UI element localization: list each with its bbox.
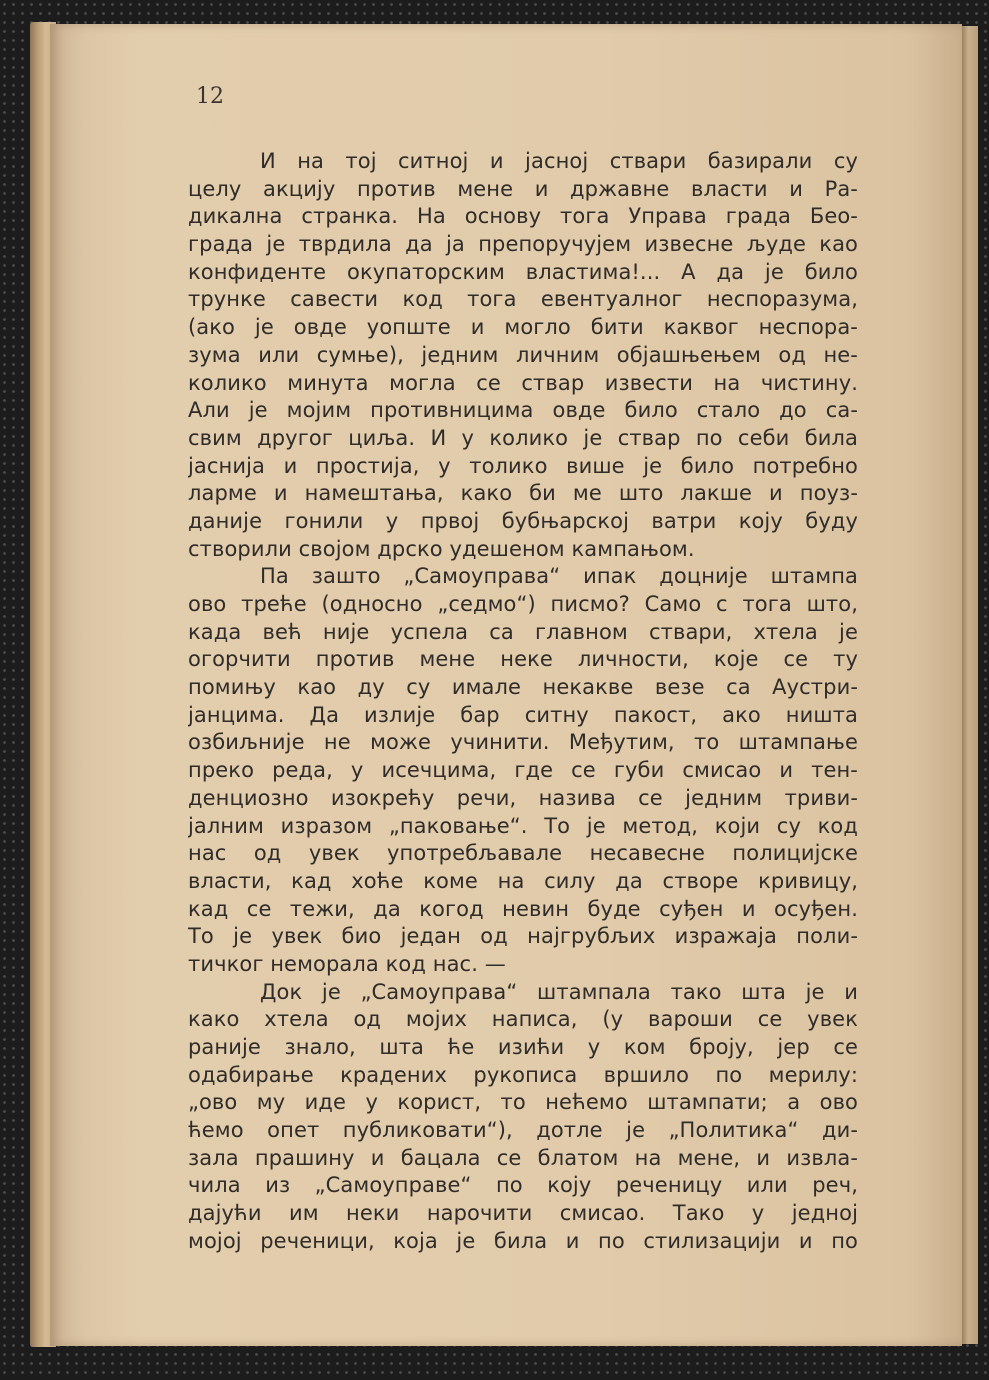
text-line: (ако је овде уопште и могло бити каквог неспора-	[188, 315, 858, 340]
text-line: Али је мојим противницима овде било стало до са-	[188, 398, 858, 423]
text-line: денциозно изокрећу речи, назива се једним триви-	[188, 785, 858, 810]
text-line: помињу као ду су имале некакве везе са Аустри-	[188, 675, 858, 700]
text-line: власти, кад хоће коме на силу да створе кривицу,	[188, 868, 858, 893]
text-line: раније знало, шта ће изићи у ком броју, јер се	[188, 1035, 858, 1059]
text-line: свим другог циља. И у колико је ствар по себи била	[188, 425, 858, 450]
text-line: Па зашто „Самоуправа“ ипак доцније штампа	[260, 564, 858, 589]
text-line: јанцима. Да излије бар ситну пакост, ако ништа	[188, 702, 858, 727]
text-line: чила из „Самоуправе“ по коју реченицу или реч,	[188, 1173, 858, 1198]
text-line: створили својом дрско удешеном кампањом.	[188, 536, 695, 561]
text-line: Док је „Самоуправа“ штампала тако шта је и	[260, 979, 858, 1004]
text-line: јалним изразом „паковање“. То је метод, који су код	[188, 813, 858, 838]
text-line: конфиденте окупаторским властима!... А да је било	[188, 259, 858, 284]
text-line: даније гонили у првој бубњарској ватри коју буду	[188, 508, 858, 533]
text-line: преко реда, у исечцима, где се губи смисао и тен-	[188, 758, 858, 783]
text-line: нас од увек употребљавале несавесне полицијске	[188, 841, 858, 866]
next-page-edge	[962, 26, 978, 1344]
text-line: И на тој ситној и јасној ствари базирали су	[260, 149, 858, 173]
text-line: тичког неморала код нас. —	[188, 951, 506, 976]
text-line: кад се тежи, да когод невин буде суђен и осуђен.	[188, 896, 858, 921]
text-line: ово треће (односно „седмо“) писмо? Само с тога што,	[188, 592, 858, 616]
text-line: колико минута могла се ствар извести на чистину.	[188, 370, 858, 395]
text-line: града је тврдила да ја препоручујем извесне људе као	[188, 232, 858, 257]
text-line: јаснија и простија, у толико више је било потребно	[188, 453, 858, 478]
text-line: То је увек био један од најгрубљих изражаја поли-	[188, 924, 858, 949]
text-line: ларме и намештања, како би ме што лакше и поуз-	[188, 481, 858, 506]
text-line: како хтела од мојих написа, (у вароши се увек	[188, 1007, 858, 1032]
text-line: дикална странка. На основу тога Управа града Бео-	[188, 204, 858, 229]
body-text	[188, 148, 858, 1256]
text-line: одабирање крадених рукописа вршило по мерилу:	[188, 1062, 858, 1087]
text-line: озбиљније не може учинити. Међутим, то штампање	[188, 730, 858, 755]
text-line: „ово му иде у корист, то нећемо штампати; а ово	[188, 1090, 858, 1115]
text-line: трунке савести код тога евентуалног неспоразума,	[188, 287, 858, 312]
text-line: мојој реченици, која је била и по стилизацији и по	[188, 1228, 858, 1253]
text-line: ћемо опет публиковати“), дотле је „Политика“ ди-	[188, 1118, 858, 1143]
text-line: зала прашину и бацала се блатом на мене, и извла-	[188, 1145, 858, 1170]
text-line: зума или сумње), једним личним објашњењем од не-	[188, 342, 858, 367]
page-number: 12	[196, 84, 224, 109]
text-line: дајући им неки нарочити смисао. Тако у једној	[188, 1201, 858, 1226]
text-line: целу акцију против мене и државне власти и Ра-	[188, 176, 858, 201]
text-line: огорчити против мене неке личности, које се ту	[188, 647, 858, 672]
text-line: када већ није успела са главном ствари, хтела је	[188, 619, 858, 644]
